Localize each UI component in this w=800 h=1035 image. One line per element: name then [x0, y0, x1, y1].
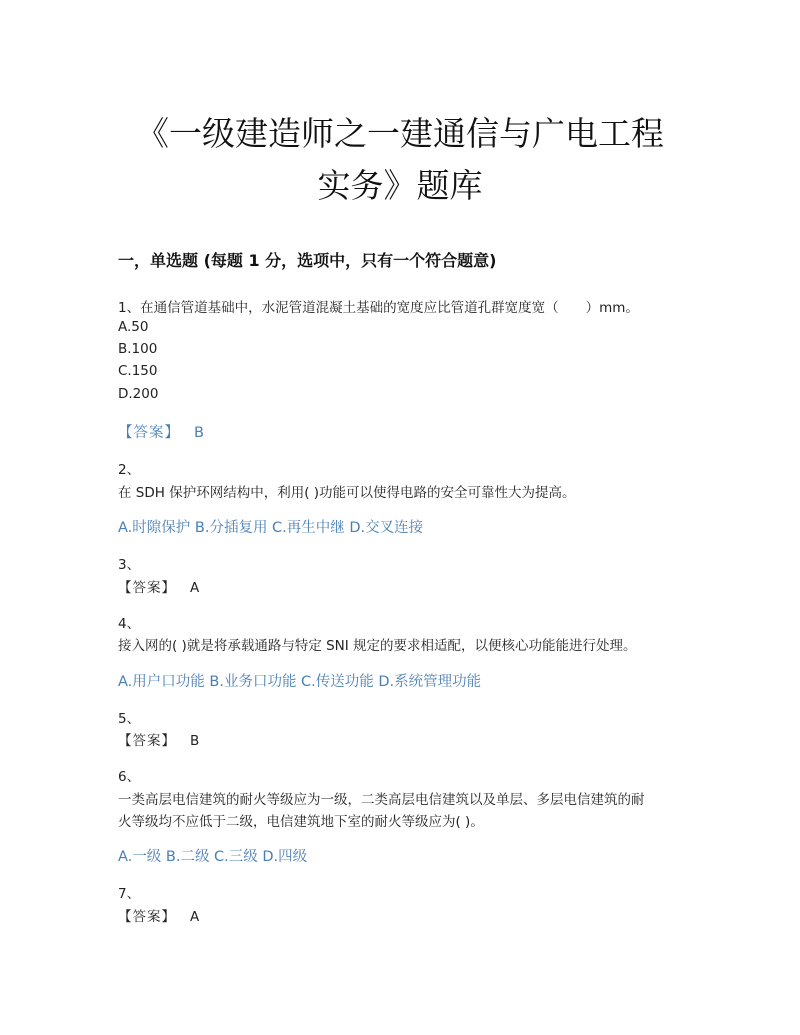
answer-value: B	[190, 733, 200, 749]
question-2-options: A.时隙保护 B.分插复用 C.再生中继 D.交叉连接	[118, 520, 424, 536]
answer-label: 【答案】	[118, 909, 176, 925]
answer-value: A	[190, 580, 200, 596]
question-1-option-d: D.200	[118, 386, 159, 402]
question-1-option-b: B.100	[118, 341, 158, 357]
question-6-number: 6、	[118, 769, 141, 785]
question-4-text: 接入网的( )就是将承载通路与特定 SNI 规定的要求相适配，以便核心功能能进行处理。	[118, 638, 637, 654]
question-1-text: 1、在通信管道基础中，水泥管道混凝土基础的宽度应比管道孔群宽度宽（ ）mm。	[118, 300, 639, 316]
document-title-line2: 实务》题库	[317, 166, 483, 205]
question-6-text-line2: 火等级均不应低于二级，电信建筑地下室的耐火等级应为( )。	[118, 814, 484, 830]
question-4-number: 4、	[118, 616, 141, 632]
document-title-line1: 《一级建造师之一建通信与广电工程	[136, 114, 664, 153]
question-1-answer	[118, 421, 204, 442]
question-1-option-a: A.50	[118, 319, 149, 335]
answer-label: 【答案】	[118, 733, 176, 749]
question-3-number: 3、	[118, 557, 141, 573]
question-6-text-line1: 一类高层电信建筑的耐火等级应为一级，二类高层电信建筑以及单层、多层电信建筑的耐	[118, 792, 645, 808]
question-1-option-c: C.150	[118, 363, 158, 379]
question-2-number: 2、	[118, 462, 141, 478]
question-3-answer	[118, 576, 199, 596]
question-7-answer	[118, 905, 199, 925]
answer-label: 【答案】	[118, 425, 180, 441]
answer-label: 【答案】	[118, 580, 176, 596]
question-7-number: 7、	[118, 886, 141, 902]
section-heading: 一，单选题 (每题 1 分，选项中，只有一个符合题意)	[118, 251, 497, 270]
answer-value: B	[194, 425, 204, 441]
answer-value: A	[190, 909, 200, 925]
question-5-answer	[118, 729, 199, 749]
question-6-options: A.一级 B.二级 C.三级 D.四级	[118, 849, 308, 865]
question-4-options: A.用户口功能 B.业务口功能 C.传送功能 D.系统管理功能	[118, 674, 482, 690]
question-2-text: 在 SDH 保护环网结构中，利用( )功能可以使得电路的安全可靠性大为提高。	[118, 485, 576, 501]
question-5-number: 5、	[118, 711, 141, 727]
